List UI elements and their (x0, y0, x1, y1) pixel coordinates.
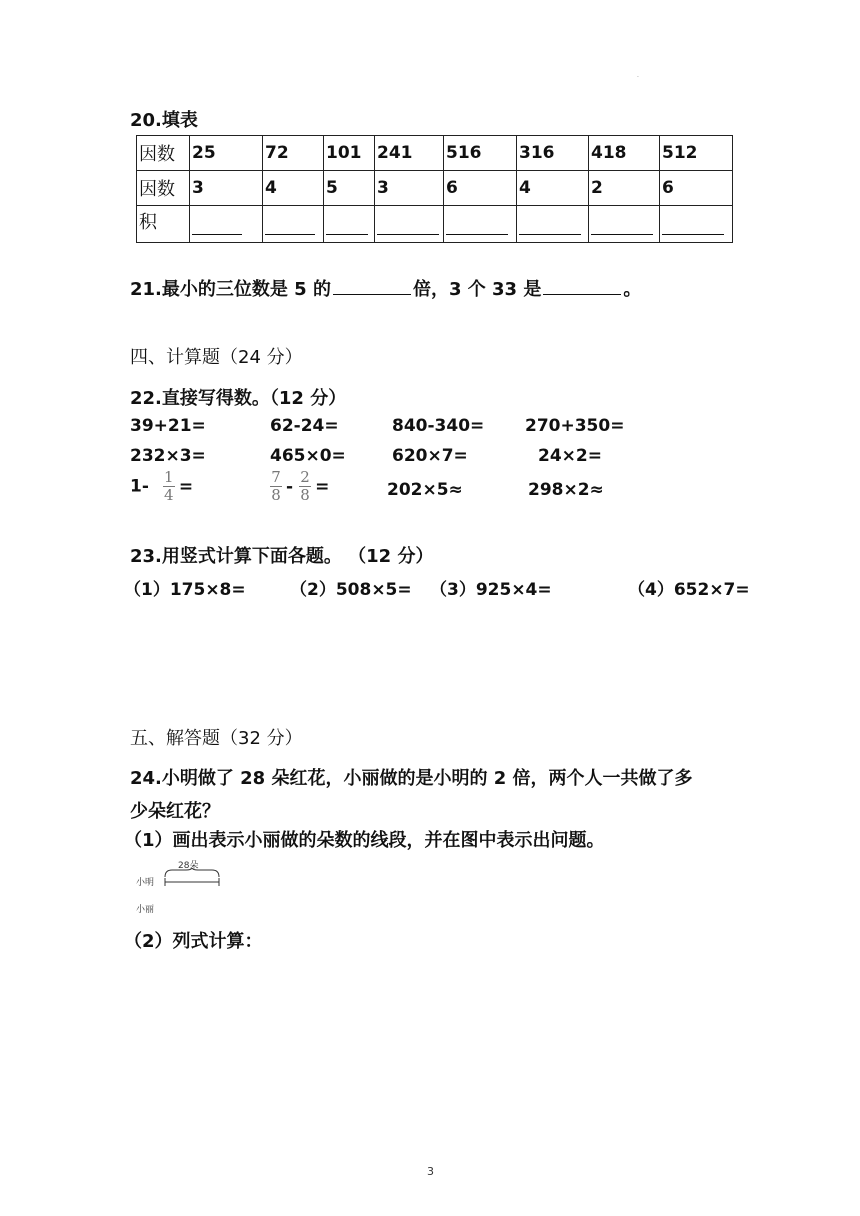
table-cell: 101 (324, 136, 375, 171)
calc-item: 840-340= (392, 416, 485, 436)
fraction (270, 470, 282, 503)
table-cell: 316 (517, 136, 589, 171)
table-cell: 2 (589, 171, 660, 206)
fraction-denominator: 4 (164, 486, 174, 504)
fraction-numerator: 2 (300, 468, 310, 486)
vertical-calc-item: （4）652×7= (628, 580, 750, 600)
calc-item-fraction-1 (130, 470, 193, 503)
table-cell: 418 (589, 136, 660, 171)
q24-part-2: （2）列式计算： (124, 931, 263, 952)
table-cell: 3 (190, 171, 263, 206)
calc-item: 232×3= (130, 446, 206, 466)
table-cell: 72 (263, 136, 324, 171)
fraction (163, 470, 175, 503)
calc-item: 298×2≈ (528, 480, 604, 500)
answer-blank[interactable] (660, 206, 733, 243)
calc-item: 270+350= (525, 416, 625, 436)
answer-blank[interactable] (375, 206, 444, 243)
table-cell: 241 (375, 136, 444, 171)
table-cell: 6 (444, 171, 517, 206)
answer-blank[interactable] (444, 206, 517, 243)
fraction-numerator: 7 (271, 468, 281, 486)
table-cell: 4 (263, 171, 324, 206)
calc-text: = (315, 476, 330, 497)
calc-item: 62-24= (270, 416, 339, 436)
table-cell: 25 (190, 136, 263, 171)
table-cell: 4 (517, 171, 589, 206)
q21-text-3: 。 (623, 279, 642, 300)
answer-blank[interactable] (517, 206, 589, 243)
q22-title: 22.直接写得数。（12 分） (130, 388, 347, 409)
calc-item: 465×0= (270, 446, 346, 466)
fraction-denominator: 8 (271, 486, 281, 504)
answer-blank[interactable] (263, 206, 324, 243)
answer-blank[interactable] (324, 206, 375, 243)
calc-item-fraction-2 (270, 470, 329, 503)
diagram-label-xiaoming: 小明 (136, 878, 155, 888)
table-cell: 516 (444, 136, 517, 171)
calc-item: 202×5≈ (387, 480, 463, 500)
calc-text: - (286, 476, 294, 497)
table-cell: 512 (660, 136, 733, 171)
calc-item: 24×2= (538, 446, 602, 466)
q24-part-1: （1）画出表示小丽做的朵数的线段，并在图中表示出问题。 (124, 830, 605, 851)
scan-dot: · (637, 74, 639, 81)
table-cell: 5 (324, 171, 375, 206)
row-header-factor1: 因数 (137, 136, 190, 171)
line-segment-diagram (130, 858, 230, 918)
q21-blank-2[interactable] (543, 276, 621, 295)
table-row-factor1 (137, 136, 733, 171)
fraction-denominator: 8 (300, 486, 310, 504)
section-5-title: 五、解答题（32 分） (130, 728, 303, 749)
diagram-label-xiaoli: 小丽 (136, 905, 155, 915)
table-row-factor2 (137, 171, 733, 206)
diagram-value-label: 28朵 (178, 861, 199, 871)
q21-text-1: 21.最小的三位数是 5 的 (130, 279, 331, 300)
table-row-product (137, 206, 733, 243)
calc-item: 39+21= (130, 416, 206, 436)
table-cell: 3 (375, 171, 444, 206)
brace-icon (164, 868, 220, 878)
fraction (299, 470, 311, 503)
table-cell: 6 (660, 171, 733, 206)
row-header-product: 积 (137, 206, 190, 243)
fraction-numerator: 1 (164, 468, 174, 486)
row-header-factor2: 因数 (137, 171, 190, 206)
vertical-calc-item: （3）925×4= (430, 580, 552, 600)
vertical-calc-item: （2）508×5= (290, 580, 412, 600)
vertical-calc-item: （1）175×8= (124, 580, 246, 600)
q20-title: 20.填表 (130, 110, 198, 131)
q23-title: 23.用竖式计算下面各题。 （12 分） (130, 546, 434, 567)
segment-xiaoming (164, 878, 220, 888)
q24-line-1: 24.小明做了 28 朵红花，小丽做的是小明的 2 倍，两个人一共做了多 (130, 768, 693, 789)
q21-blank-1[interactable] (333, 276, 411, 295)
q21-question (130, 275, 641, 301)
answer-blank[interactable] (589, 206, 660, 243)
section-4-title: 四、计算题（24 分） (130, 347, 303, 368)
fill-table (136, 135, 733, 243)
calc-item: 620×7= (392, 446, 468, 466)
q24-line-2: 少朵红花？ (130, 801, 220, 822)
answer-blank[interactable] (190, 206, 263, 243)
calc-text: = (178, 476, 194, 497)
q21-text-2: 倍，3 个 33 是 (412, 279, 542, 300)
page-number: 3 (427, 1165, 434, 1178)
calc-text: 1- (130, 476, 149, 497)
